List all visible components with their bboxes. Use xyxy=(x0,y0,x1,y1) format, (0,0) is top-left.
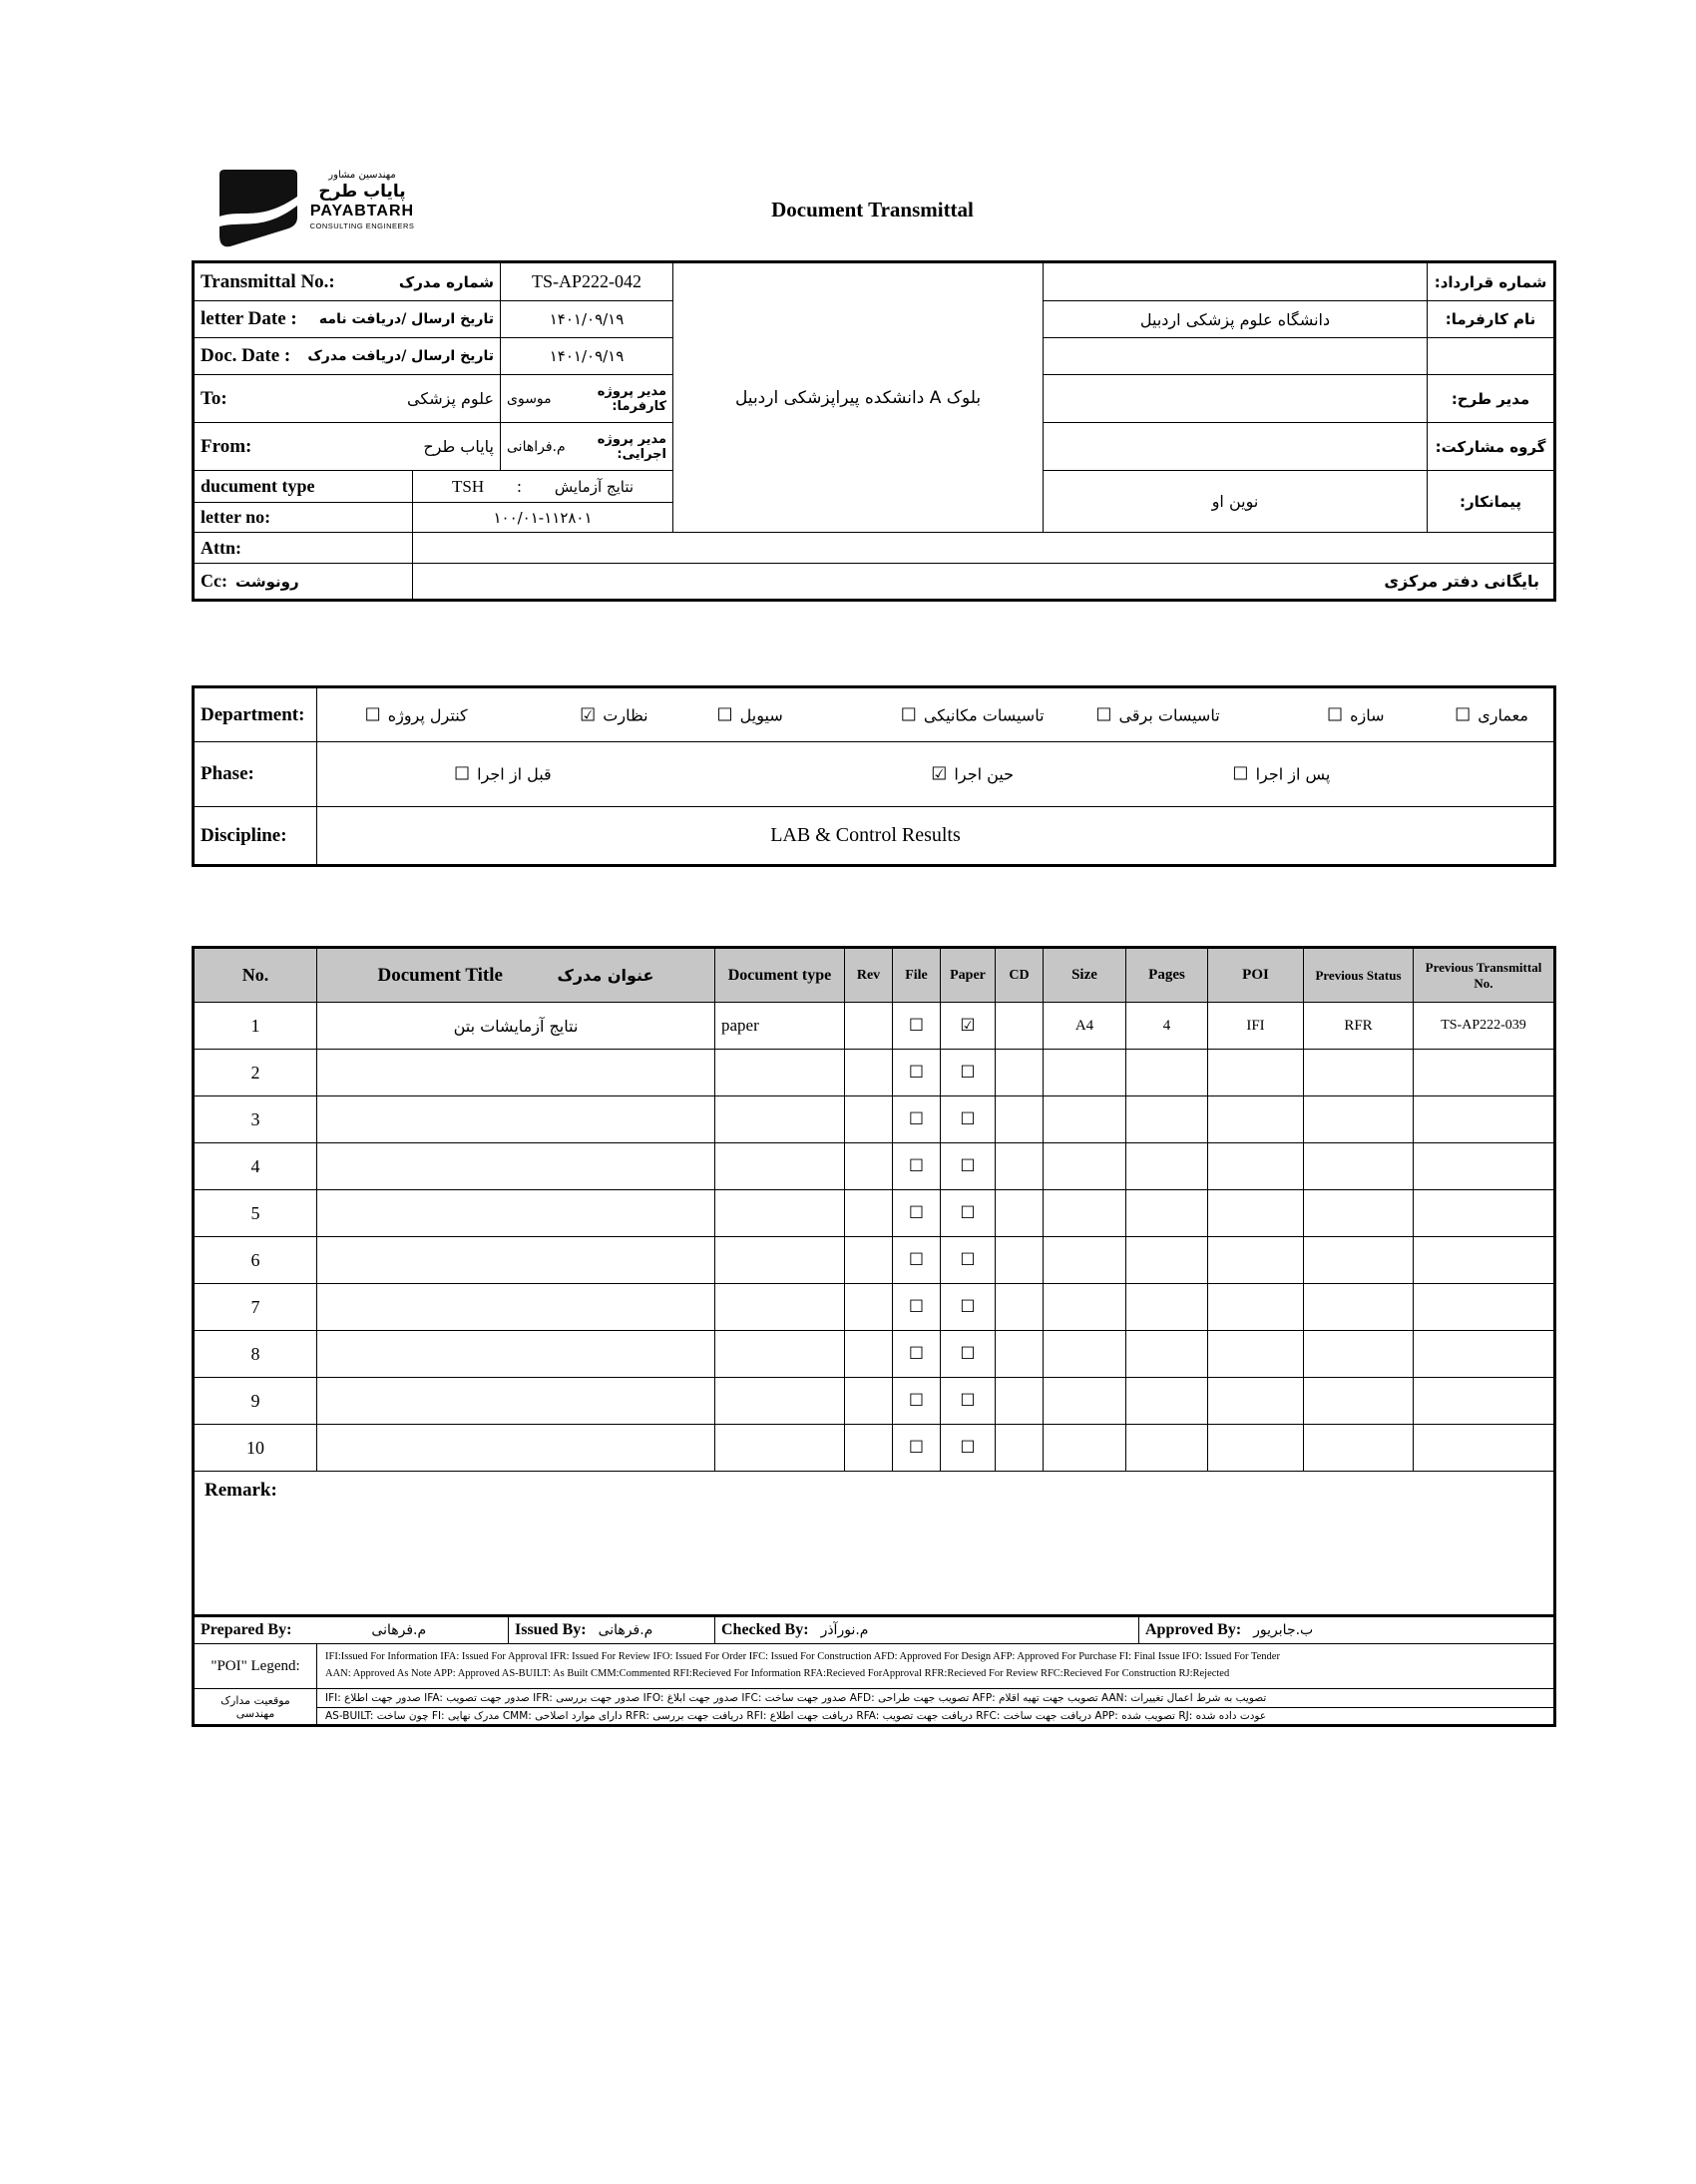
row-rev xyxy=(845,1237,893,1284)
phase-label: Phase: xyxy=(194,742,317,807)
row-rev xyxy=(845,1143,893,1190)
row-prev-transmittal xyxy=(1414,1284,1555,1331)
department-option-electrical xyxy=(1095,704,1219,725)
row-pages: 4 xyxy=(1126,1003,1208,1050)
client-pm-cell xyxy=(501,375,673,423)
row-no: 6 xyxy=(194,1237,317,1284)
cc-label-cell xyxy=(194,564,413,601)
letter-no-value: ۱۰۰/۰۱-۱۱۲۸۰۱ xyxy=(413,503,673,533)
document-row xyxy=(194,1331,1555,1378)
row-doc-type xyxy=(715,1284,845,1331)
letter-date-label-en: letter Date : xyxy=(201,308,297,329)
document-list-section xyxy=(192,946,1553,1727)
checkbox-icon: ☐ xyxy=(1232,763,1249,785)
document-row xyxy=(194,1096,1555,1143)
exec-pm-cell xyxy=(501,423,673,471)
document-list-table xyxy=(192,946,1556,1617)
row-doc-type xyxy=(715,1143,845,1190)
department-option-civil xyxy=(717,704,783,725)
option-label: نظارت xyxy=(603,705,648,724)
file-checkbox-icon: ☐ xyxy=(893,1143,941,1190)
checked-by-label: Checked By: xyxy=(721,1621,809,1638)
row-prev-status xyxy=(1304,1237,1414,1284)
row-prev-status xyxy=(1304,1284,1414,1331)
doc-date-label-en: Doc. Date : xyxy=(201,345,291,366)
row-pages xyxy=(1126,1096,1208,1143)
cc-label-fa: رونوشت xyxy=(234,572,299,591)
option-label: سازه xyxy=(1350,705,1385,724)
row-rev xyxy=(845,1331,893,1378)
discipline-label: Discipline: xyxy=(194,807,317,866)
poi-legend-line1: IFI:Issued For Information IFA: Issued For Approval IFR: Issued For Review IFO: Issued For Order IFC: Issued For Construction AFD: Approved For Design AFP: Approved For Purchase FI: Final Issue IFO: Issued For Tender xyxy=(325,1651,1280,1663)
department-options xyxy=(317,687,1555,742)
paper-checkbox-icon: ☑ xyxy=(941,1003,996,1050)
row-doc-type xyxy=(715,1331,845,1378)
row-prev-status xyxy=(1304,1378,1414,1425)
row-rev xyxy=(845,1096,893,1143)
row-title xyxy=(317,1190,715,1237)
row-pages xyxy=(1126,1237,1208,1284)
row-prev-transmittal xyxy=(1414,1143,1555,1190)
row-rev xyxy=(845,1425,893,1472)
row-cd xyxy=(996,1096,1044,1143)
row-size xyxy=(1044,1096,1126,1143)
row-size xyxy=(1044,1378,1126,1425)
paper-checkbox-icon: ☐ xyxy=(941,1096,996,1143)
fa-legend-row-1 xyxy=(194,1689,1555,1708)
row-no: 7 xyxy=(194,1284,317,1331)
issued-by-cell xyxy=(509,1616,715,1644)
approved-by-value: ب.جابریور xyxy=(1253,1622,1314,1638)
file-checkbox-icon: ☐ xyxy=(893,1284,941,1331)
row-prev-status xyxy=(1304,1425,1414,1472)
document-row xyxy=(194,1237,1555,1284)
row-title xyxy=(317,1143,715,1190)
to-cell xyxy=(194,375,501,423)
file-checkbox-icon: ☐ xyxy=(893,1237,941,1284)
paper-checkbox-icon: ☐ xyxy=(941,1284,996,1331)
row-prev-status xyxy=(1304,1143,1414,1190)
row-doc-type: paper xyxy=(715,1003,845,1050)
checkbox-checked-icon: ☑ xyxy=(931,763,948,785)
row-prev-transmittal xyxy=(1414,1378,1555,1425)
remark-cell xyxy=(194,1472,1555,1616)
prepared-by-label: Prepared By: xyxy=(201,1621,292,1638)
row-size xyxy=(1044,1425,1126,1472)
row-cd xyxy=(996,1331,1044,1378)
option-label: تاسیسات برقی xyxy=(1118,705,1220,724)
checkbox-icon: ☐ xyxy=(454,763,471,785)
paper-checkbox-icon: ☐ xyxy=(941,1143,996,1190)
document-rows xyxy=(194,1003,1555,1472)
row-poi xyxy=(1208,1425,1304,1472)
option-label: پس از اجرا xyxy=(1255,764,1331,784)
issued-by-value: م.فرهانی xyxy=(598,1622,653,1638)
transmittal-no-label-fa: شماره مدرک xyxy=(398,272,495,291)
fa-legend-label: موقعیت مدارک مهندسی xyxy=(194,1689,317,1726)
checkbox-icon: ☐ xyxy=(1095,704,1112,725)
cc-label-en: Cc: xyxy=(201,571,227,591)
file-checkbox-icon: ☐ xyxy=(893,1003,941,1050)
row-prev-status xyxy=(1304,1331,1414,1378)
row-poi: IFI xyxy=(1208,1003,1304,1050)
row-cd xyxy=(996,1284,1044,1331)
checkbox-icon: ☐ xyxy=(364,704,381,725)
file-checkbox-icon: ☐ xyxy=(893,1050,941,1096)
row-prev-transmittal xyxy=(1414,1096,1555,1143)
checkbox-icon: ☐ xyxy=(1326,704,1344,725)
partnership-value xyxy=(1044,423,1428,471)
checked-by-cell xyxy=(715,1616,1139,1644)
row-poi xyxy=(1208,1237,1304,1284)
row-no: 2 xyxy=(194,1050,317,1096)
phase-option-before-execution xyxy=(454,764,552,785)
row-title xyxy=(317,1237,715,1284)
file-checkbox-icon: ☐ xyxy=(893,1190,941,1237)
department-label: Department: xyxy=(194,687,317,742)
document-row xyxy=(194,1425,1555,1472)
row-prev-status xyxy=(1304,1190,1414,1237)
to-label: To: xyxy=(201,387,227,409)
transmittal-no-value: TS-AP222-042 xyxy=(501,262,673,301)
row-title xyxy=(317,1096,715,1143)
poi-legend-row xyxy=(194,1644,1555,1689)
row-poi xyxy=(1208,1143,1304,1190)
doc-type-value: نتایج آزمایش xyxy=(554,477,635,496)
header-cd: CD xyxy=(996,948,1044,1003)
from-value: پایاب طرح xyxy=(423,437,495,456)
file-checkbox-icon: ☐ xyxy=(893,1378,941,1425)
header-title-fa: عنوان مدرک xyxy=(557,966,654,985)
row-rev xyxy=(845,1003,893,1050)
row-pages xyxy=(1126,1190,1208,1237)
row-title: نتایج آزمایشات بتن xyxy=(317,1003,715,1050)
option-label: حین اجرا xyxy=(954,764,1015,784)
row-no: 8 xyxy=(194,1331,317,1378)
row-prev-transmittal xyxy=(1414,1050,1555,1096)
row-title xyxy=(317,1050,715,1096)
row-phase xyxy=(194,742,1555,807)
page-title: Document Transmittal xyxy=(771,198,974,221)
client-name: دانشگاه علوم پزشکی اردبیل xyxy=(1044,301,1428,338)
document-row xyxy=(194,1143,1555,1190)
from-cell xyxy=(194,423,501,471)
checkbox-icon: ☐ xyxy=(900,704,917,725)
row-no: 9 xyxy=(194,1378,317,1425)
signoff-legend-table xyxy=(192,1614,1556,1727)
logo-fa-name: پایاب طرح xyxy=(318,182,406,202)
row-title xyxy=(317,1331,715,1378)
row-size xyxy=(1044,1190,1126,1237)
row-prev-transmittal xyxy=(1414,1331,1555,1378)
empty-cell xyxy=(1044,338,1428,375)
empty-cell xyxy=(1428,338,1555,375)
row-doc-type xyxy=(715,1378,845,1425)
department-option-mechanical xyxy=(901,704,1045,725)
row-no: 4 xyxy=(194,1143,317,1190)
discipline-value-cell xyxy=(317,807,1555,866)
fa-legend-line2: AS-BUILT: چون ساخت FI: مدرک نهایی CMM: دارای موارد اصلاحی RFR: دریافت جهت بررسی RFI: دریافت جهت اطلاع RFA: دریافت جهت تصویب RFC: دریافت جهت ساخت APP: تصویب شده RJ: عودت داده شده xyxy=(317,1708,1555,1726)
letter-date-label-fa: تاریخ ارسال /دریافت نامه xyxy=(318,311,495,327)
transmittal-no-label-en: Transmittal No.: xyxy=(201,270,335,292)
paper-checkbox-icon: ☐ xyxy=(941,1237,996,1284)
row-prev-status xyxy=(1304,1096,1414,1143)
row-cd xyxy=(996,1143,1044,1190)
row-doc-type xyxy=(715,1190,845,1237)
row-doc-type xyxy=(715,1425,845,1472)
issued-by-label: Issued By: xyxy=(515,1621,587,1638)
design-manager-label: مدیر طرح: xyxy=(1428,375,1555,423)
row-pages xyxy=(1126,1378,1208,1425)
row-poi xyxy=(1208,1378,1304,1425)
document-row xyxy=(194,1378,1555,1425)
row-title xyxy=(317,1378,715,1425)
row-poi xyxy=(1208,1190,1304,1237)
remark-label: Remark: xyxy=(205,1480,277,1501)
fa-legend-line1: IFI: صدور جهت اطلاع IFA: صدور جهت تصویب IFR: صدور جهت بررسی IFO: صدور جهت ابلاغ IFC: صدور جهت ساخت AFD: تصویب جهت طراحی AFP: تصویب جهت تهیه اقلام AAN: تصویب به شرط اعمال تغییرات xyxy=(317,1689,1555,1708)
row-pages xyxy=(1126,1425,1208,1472)
row-size xyxy=(1044,1331,1126,1378)
contractor-name: نوین او xyxy=(1044,471,1428,533)
checkbox-checked-icon: ☑ xyxy=(580,704,597,725)
letter-no-label: letter no: xyxy=(194,503,413,533)
partnership-label: گروه مشارکت: xyxy=(1428,423,1555,471)
paper-checkbox-icon: ☐ xyxy=(941,1190,996,1237)
letter-date-label-cell xyxy=(194,301,501,338)
transmittal-info-table xyxy=(192,260,1556,602)
doc-type-code: TSH xyxy=(451,476,485,496)
row-size xyxy=(1044,1237,1126,1284)
row-pages xyxy=(1126,1331,1208,1378)
option-label: تاسیسات مکانیکی xyxy=(923,705,1045,724)
row-rev xyxy=(845,1284,893,1331)
cc-value: بایگانی دفتر مرکزی xyxy=(413,564,1555,601)
to-value: علوم پزشکی xyxy=(407,389,495,408)
logo-en-tagline: CONSULTING ENGINEERS xyxy=(309,220,415,230)
department-option-architecture xyxy=(1455,704,1528,725)
row-prev-status: RFR xyxy=(1304,1003,1414,1050)
doc-type-label: ducument type xyxy=(194,471,413,503)
file-checkbox-icon: ☐ xyxy=(893,1425,941,1472)
row-pages xyxy=(1126,1284,1208,1331)
document-row xyxy=(194,1284,1555,1331)
header-size: Size xyxy=(1044,948,1126,1003)
header-title xyxy=(317,948,715,1003)
row-cd xyxy=(996,1378,1044,1425)
header-prev-status: Previous Status xyxy=(1304,948,1414,1003)
department-option-structure xyxy=(1327,704,1385,725)
row-rev xyxy=(845,1050,893,1096)
row-no: 10 xyxy=(194,1425,317,1472)
checkbox-icon: ☐ xyxy=(1455,704,1472,725)
option-label: قبل از اجرا xyxy=(477,764,552,784)
logo-fa-tagline: مهندسین مشاور xyxy=(328,170,396,181)
remark-row xyxy=(194,1472,1555,1616)
row-no: 1 xyxy=(194,1003,317,1050)
header-doc-type: Document type xyxy=(715,948,845,1003)
row-department xyxy=(194,687,1555,742)
paper-checkbox-icon: ☐ xyxy=(941,1331,996,1378)
row-size: A4 xyxy=(1044,1003,1126,1050)
row-title xyxy=(317,1284,715,1331)
row-size xyxy=(1044,1050,1126,1096)
contract-no-label: شماره قرارداد: xyxy=(1428,262,1555,301)
client-pm-label: مدیر پروژه کارفرما: xyxy=(597,383,667,414)
design-manager-value xyxy=(1044,375,1428,423)
header-no: No. xyxy=(194,948,317,1003)
row-cd xyxy=(996,1425,1044,1472)
phase-option-during-execution xyxy=(931,764,1014,785)
row-prev-status xyxy=(1304,1050,1414,1096)
project-name: بلوک A دانشکده پیراپزشکی اردبیل xyxy=(673,262,1044,533)
row-no: 3 xyxy=(194,1096,317,1143)
row-cd xyxy=(996,1050,1044,1096)
header-title-en: Document Title xyxy=(377,964,503,986)
checkbox-icon: ☐ xyxy=(716,704,733,725)
row-prev-transmittal xyxy=(1414,1190,1555,1237)
doc-type-colon: : xyxy=(517,476,522,496)
row-doc-type xyxy=(715,1096,845,1143)
phase-options xyxy=(317,742,1555,807)
doc-date-label-cell xyxy=(194,338,501,375)
client-pm-value: موسوی xyxy=(507,390,552,407)
header-prev-transmittal: Previous Transmittal No. xyxy=(1414,948,1555,1003)
file-checkbox-icon: ☐ xyxy=(893,1331,941,1378)
header-poi: POI xyxy=(1208,948,1304,1003)
doc-date-label-fa: تاریخ ارسال /دریافت مدرک xyxy=(307,348,495,364)
paper-checkbox-icon: ☐ xyxy=(941,1425,996,1472)
classification-table xyxy=(192,685,1556,867)
row-pages xyxy=(1126,1050,1208,1096)
prepared-by-value: م.فرهانی xyxy=(371,1622,427,1638)
poi-legend-label: "POI" Legend: xyxy=(194,1644,317,1689)
row-cc xyxy=(194,564,1555,601)
row-attn xyxy=(194,533,1555,564)
approved-by-label: Approved By: xyxy=(1145,1621,1242,1638)
doc-date-value: ۱۴۰۱/۰۹/۱۹ xyxy=(501,338,673,375)
header-file: File xyxy=(893,948,941,1003)
document-row xyxy=(194,1003,1555,1050)
header-pages: Pages xyxy=(1126,948,1208,1003)
checked-by-value: م.نورآذر xyxy=(820,1622,869,1638)
row-doc-type xyxy=(715,1050,845,1096)
exec-pm-value: م.فراهانی xyxy=(507,438,566,455)
document-row xyxy=(194,1050,1555,1096)
document-row xyxy=(194,1190,1555,1237)
header-paper: Paper xyxy=(941,948,996,1003)
department-option-project-control xyxy=(365,704,468,725)
row-no: 5 xyxy=(194,1190,317,1237)
row-cd xyxy=(996,1190,1044,1237)
row-discipline xyxy=(194,807,1555,866)
row-rev xyxy=(845,1378,893,1425)
contractor-label: پیمانکار: xyxy=(1428,471,1555,533)
client-label: نام کارفرما: xyxy=(1428,301,1555,338)
department-option-supervision xyxy=(580,704,647,725)
attn-value xyxy=(413,533,1555,564)
prepared-by-cell xyxy=(194,1616,509,1644)
fa-legend-row-2 xyxy=(194,1708,1555,1726)
paper-checkbox-icon: ☐ xyxy=(941,1378,996,1425)
header-rev: Rev xyxy=(845,948,893,1003)
transmittal-no-label-cell xyxy=(194,262,501,301)
document-table-header xyxy=(194,948,1555,1003)
poi-legend-text xyxy=(317,1644,1555,1689)
row-poi xyxy=(1208,1096,1304,1143)
phase-option-after-execution xyxy=(1232,764,1330,785)
discipline-value: LAB & Control Results xyxy=(770,824,961,846)
option-label: معماری xyxy=(1478,705,1528,724)
row-poi xyxy=(1208,1331,1304,1378)
row-transmittal-no xyxy=(194,262,1555,301)
row-prev-transmittal xyxy=(1414,1237,1555,1284)
poi-legend-line2: AAN: Approved As Note APP: Approved AS-BUILT: As Built CMM:Commented RFI:Recieved For Information RFA:Recieved ForApproval RFR:Recieved For Review RFC:Recieved For Construction RJ:Rejected xyxy=(325,1668,1230,1679)
from-label: From: xyxy=(201,435,252,457)
row-size xyxy=(1044,1143,1126,1190)
option-label: کنترل پروژه xyxy=(387,705,468,724)
paper-checkbox-icon: ☐ xyxy=(941,1050,996,1096)
row-doc-type xyxy=(715,1237,845,1284)
doc-type-value-cell xyxy=(413,471,673,503)
letter-date-value: ۱۴۰۱/۰۹/۱۹ xyxy=(501,301,673,338)
signoff-row xyxy=(194,1616,1555,1644)
row-prev-transmittal: TS-AP222-039 xyxy=(1414,1003,1555,1050)
file-checkbox-icon: ☐ xyxy=(893,1096,941,1143)
row-pages xyxy=(1126,1143,1208,1190)
row-size xyxy=(1044,1284,1126,1331)
exec-pm-label: مدیر پروژه اجرایی: xyxy=(597,431,667,462)
row-poi xyxy=(1208,1284,1304,1331)
row-title xyxy=(317,1425,715,1472)
approved-by-cell xyxy=(1139,1616,1555,1644)
logo-en-name: PAYABTARH xyxy=(309,203,415,220)
attn-label: Attn: xyxy=(194,533,413,564)
row-poi xyxy=(1208,1050,1304,1096)
row-prev-transmittal xyxy=(1414,1425,1555,1472)
row-cd xyxy=(996,1003,1044,1050)
row-cd xyxy=(996,1237,1044,1284)
option-label: سیویل xyxy=(739,705,783,724)
row-rev xyxy=(845,1190,893,1237)
contract-no-value xyxy=(1044,262,1428,301)
